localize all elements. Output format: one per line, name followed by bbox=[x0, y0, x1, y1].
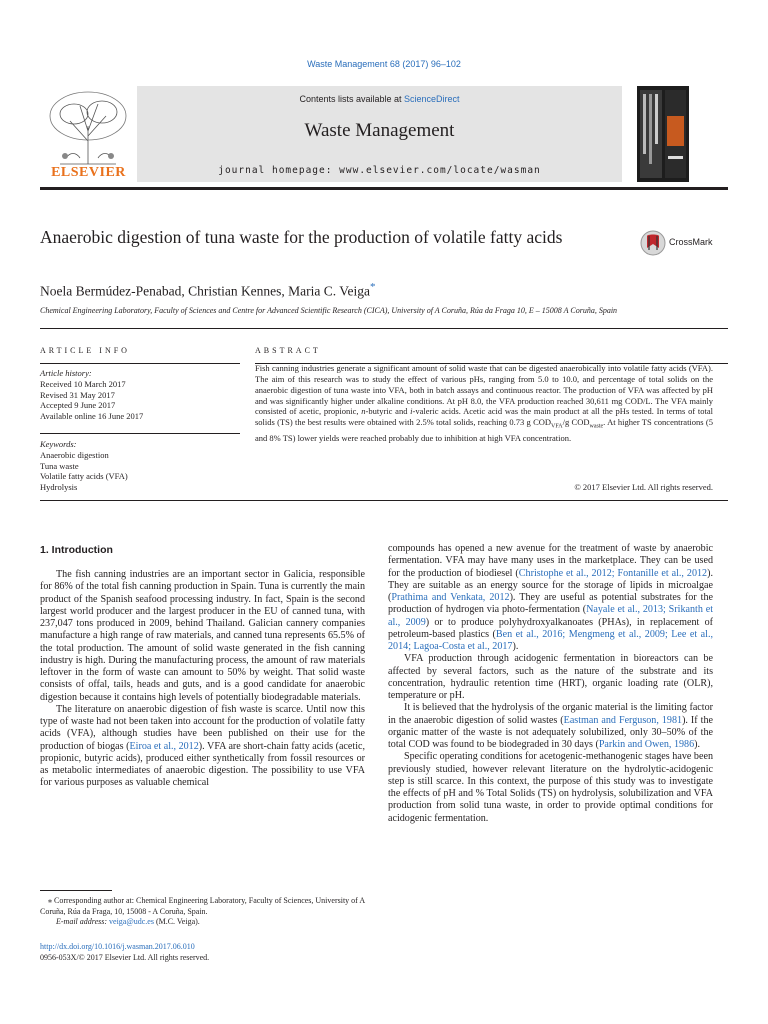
text-run: ). bbox=[512, 641, 519, 652]
abstract-subscript: VFA bbox=[551, 423, 563, 430]
paragraph bbox=[388, 543, 713, 653]
history-received: Received 10 March 2017 bbox=[40, 378, 126, 389]
abstract-subscript: waste bbox=[589, 423, 604, 430]
email-label: E-mail address: bbox=[56, 917, 110, 926]
history-accepted: Accepted 9 June 2017 bbox=[40, 400, 116, 411]
body-column-left bbox=[40, 569, 365, 790]
elsevier-wordmark: ELSEVIER bbox=[51, 165, 126, 180]
text-run: ). They are suitable as an energy source for the storage of lipids in microalgae ( bbox=[388, 567, 713, 603]
article-title: Anaerobic digestion of tuna waste for the production of volatile fatty acids bbox=[40, 227, 563, 247]
abstract-bottom-rule bbox=[40, 500, 728, 501]
issn-line: 0956-053X/© 2017 Elsevier Ltd. All rights reserved. bbox=[40, 953, 210, 962]
sciencedirect-link[interactable]: ScienceDirect bbox=[404, 94, 460, 104]
footnote-text: Corresponding author at: Chemical Engineering Laboratory, Faculty of Sciences, University of A Coruña, Rúa da Fraga, 10, 15008 - A Coruña, Spain. bbox=[40, 896, 365, 916]
abstract-text bbox=[255, 363, 713, 444]
article-info-heading: ARTICLE INFO bbox=[40, 346, 130, 355]
keywords-rule bbox=[40, 433, 240, 434]
text-run: ). They are useful as potential substrates for the production of hydrogen via photo-fermentation ( bbox=[388, 592, 713, 616]
author-list bbox=[40, 281, 376, 300]
history-revised: Revised 31 May 2017 bbox=[40, 389, 115, 400]
title-rule bbox=[40, 328, 728, 329]
keywords-block bbox=[40, 439, 240, 493]
footnote-mark: ⁎ bbox=[48, 896, 52, 905]
corresponding-footnote bbox=[40, 896, 370, 928]
email-suffix: (M.C. Veiga). bbox=[153, 917, 200, 926]
history-online: Available online 16 June 2017 bbox=[40, 411, 144, 422]
text-run: It is believed that the hydrolysis of the organic material is the limiting factor in the anaerobic digestion of solid wastes ( bbox=[388, 702, 713, 726]
abstract-part: -butyric and bbox=[365, 406, 411, 417]
abstract-italic: i bbox=[410, 406, 413, 417]
citation-link[interactable]: Ben et al., 2016; Mengmeng et al., 2009; Lee et al., 2014; Lagoa-Costa et al., 2017 bbox=[388, 628, 713, 652]
citation-link[interactable]: Eastman and Ferguson, 1981 bbox=[563, 714, 683, 726]
paragraph: The fish canning industries are an important sector in Galicia, responsible for 86% of the total fish canning production in Spain. Tuna is currently the main product of the Spanish seafood processing industry. In fact, Spain is the second largest world producer and the largest producer in the EU of canned tuna, with 237,047 tons produced in 2009, behind Thailand. Galician cannery companies manufacture a high range of raw materials, and canned tuna represents 65.5% of the total production. The amount of solid waste generated in the fish canning industry is high. During the manufacturing process, the amount of raw materials leftover in the form of waste can amount to 50% by weight. That solid waste consists of offal, tails, heads and guts, and is a good candidate for anaerobic digestion because it contains high levels of potentially biodegradable materials. bbox=[40, 569, 365, 703]
keyword-item: Hydrolysis bbox=[40, 482, 78, 493]
text-run: compounds has opened a new avenue for the treatment of waste by anaerobic fermentation. VFA may have many uses in the marketplace. They can be used for the production of biodiesel ( bbox=[388, 543, 713, 579]
paragraph: VFA production through acidogenic fermentation in bioreactors can be affected by several factors, such as the nature of the substrate and its concentration, hydraulic retention time (HRT), organic loading rate (OLR), temperature or pH. bbox=[388, 653, 713, 701]
article-history bbox=[40, 368, 240, 422]
text-run: ). bbox=[694, 739, 701, 750]
doi-link[interactable]: http://dx.doi.org/10.1016/j.wasman.2017.06.010 bbox=[40, 942, 195, 951]
crossmark-label[interactable]: CrossMark bbox=[669, 237, 713, 247]
contents-line bbox=[137, 94, 622, 104]
footnote-rule bbox=[40, 890, 112, 891]
text-run: ). If the organic matter of the waste is not adequately solubilized, only 30–50% of the total COD was found to be biodegraded in 30 days ( bbox=[388, 714, 713, 750]
email-link[interactable]: veiga@udc.es bbox=[109, 917, 154, 926]
journal-cover-thumbnail bbox=[637, 86, 689, 182]
keyword-item: Tuna waste bbox=[40, 460, 79, 471]
body-column-right bbox=[388, 543, 713, 825]
paragraph bbox=[40, 704, 365, 790]
history-label: Article history: bbox=[40, 368, 92, 378]
contents-prefix: Contents lists available at bbox=[299, 94, 405, 104]
journal-title: Waste Management bbox=[304, 120, 455, 141]
citation-link[interactable]: Parkin and Owen, 1986 bbox=[598, 739, 695, 750]
abstract-part: -valeric acids. Acetic acid was the main product at all the pHs tested. In terms of total solids (TS) the best results were obtained with 2.5% total solids, reaching 0.73 g COD bbox=[255, 406, 713, 428]
citation-link[interactable]: Christophe et al., 2012; Fontanille et al., 2012 bbox=[518, 567, 708, 579]
journal-citation[interactable]: Waste Management 68 (2017) 96–102 bbox=[307, 59, 461, 69]
text-run: ). VFA are short-chain fatty acids (acetic, propionic, butyric acids), produced either synthetically from fossil resources or as metabolic intermediates of anaerobic digestion. The possibility to use VFA for various purposes as valuable chemical bbox=[40, 740, 365, 789]
paragraph bbox=[388, 702, 713, 751]
text-run: ) or to produce polyhydroxyalkanoates (PHAs), in replacement of petroleum-based plastics ( bbox=[388, 616, 713, 640]
abstract-part: . At higher TS concentrations (5 and 8% TS) lower yields were reached probably due to inhibition at high VFA concentration. bbox=[255, 417, 713, 443]
abstract-copyright: © 2017 Elsevier Ltd. All rights reserved. bbox=[574, 482, 713, 492]
journal-homepage[interactable]: journal homepage: www.elsevier.com/locate/wasman bbox=[218, 165, 541, 176]
affiliation: Chemical Engineering Laboratory, Faculty of Sciences and Centre for Advanced Scientific Research (CICA), University of A Coruña, Rúa da Fraga 10, E – 15008 A Coruña, Spain bbox=[40, 306, 618, 315]
doi-block bbox=[40, 941, 209, 963]
abstract-part: Fish canning industries generate a significant amount of solid waste that can be digested anaerobically into volatile fatty acids (VFA). The aim of this research was to study the effect of various pHs, ranging from 5.0 to 10.0, and percentage of total solids on the anaerobic digestion of tuna waste into VFA, both in batch assays and continuous reactor. The production of VFA was affected by pH and was significantly higher under alkaline conditions. At pH 8.0, the VFA production reached 30,611 mg COD/L. The VFA mainly consisted of acetic, propionic, bbox=[255, 363, 713, 417]
section-heading-introduction: 1. Introduction bbox=[40, 544, 113, 556]
info-rule bbox=[40, 363, 240, 364]
authors: Noela Bermúdez-Penabad, Christian Kennes, Maria C. Veiga bbox=[40, 283, 371, 299]
corresponding-author-mark[interactable]: * bbox=[370, 281, 376, 293]
keyword-item: Anaerobic digestion bbox=[40, 449, 109, 460]
paragraph: Specific operating conditions for acetogenic-methanogenic stages have been previously studied, however relevant literature on the hydrolytic-acidogenic step is still scarce. In this context, the purpose of this study was to investigate the effects of pH and % Total Solids (TS) on hydrolysis, solubilization and VFA production from solid tuna waste, in order to provide optimal conditions for acidogenic fermentation. bbox=[388, 751, 713, 824]
abstract-italic: n bbox=[361, 406, 366, 417]
crossmark-icon[interactable] bbox=[640, 230, 666, 256]
abstract-part: /g COD bbox=[562, 417, 590, 428]
citation-link[interactable]: Nayale et al., 2013; Srikanth et al., 2009 bbox=[388, 604, 714, 628]
text-run: The literature on anaerobic digestion of fish waste is scarce. Until now this type of waste had not been taken into account for the production of volatile fatty acids (VFA), although studies have been published on their use for the production of biogas ( bbox=[40, 703, 365, 752]
citation-link[interactable]: Eiroa et al., 2012 bbox=[129, 740, 199, 752]
abstract-heading: ABSTRACT bbox=[255, 346, 321, 355]
keywords-label: Keywords: bbox=[40, 439, 77, 449]
citation-link[interactable]: Prathima and Venkata, 2012 bbox=[391, 592, 510, 603]
keyword-item: Volatile fatty acids (VFA) bbox=[40, 471, 128, 482]
header-rule bbox=[40, 187, 728, 190]
